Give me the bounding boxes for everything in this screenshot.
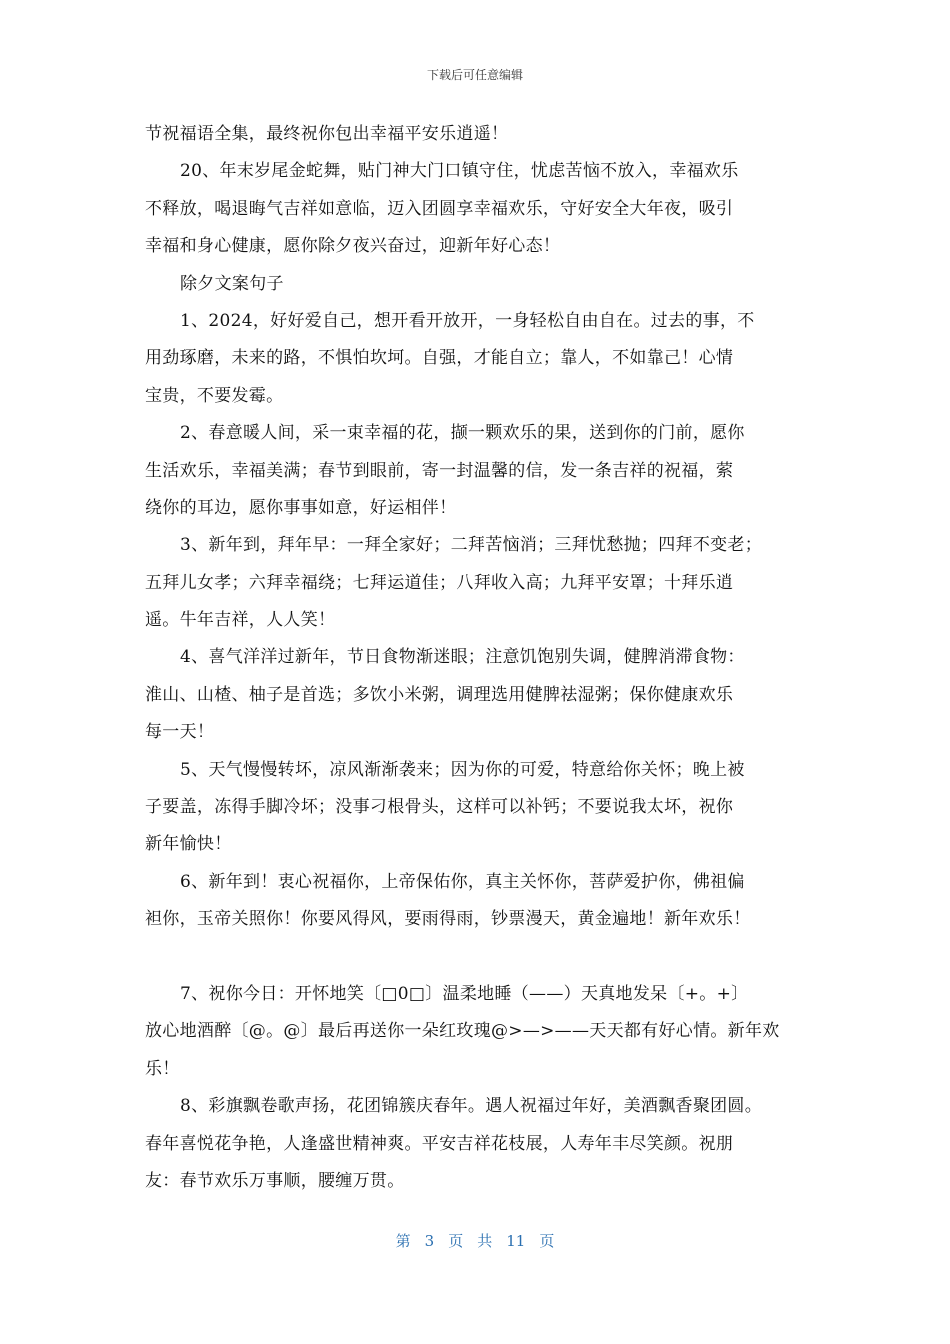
text-line: 袒你，玉帝关照你！你要风得风，要雨得雨，钞票漫天，黄金遍地！新年欢乐！ <box>145 909 751 930</box>
text-line: 用劲琢磨，未来的路，不惧怕坎坷。自强，才能自立；靠人，不如靠己！心情 <box>145 348 734 369</box>
text-line: 宝贵，不要发霉。 <box>145 385 284 406</box>
text-line: 新年愉快！ <box>145 834 232 855</box>
page-header: 下载后可任意编辑 <box>426 68 523 82</box>
text-line: 生活欢乐，幸福美满；春节到眼前，寄一封温馨的信，发一条吉祥的祝福，萦 <box>145 460 734 481</box>
text-line: 绕你的耳边，愿你事事如意，好运相伴！ <box>145 497 457 518</box>
text-line: 淮山、山楂、柚子是首选；多饮小米粥，调理选用健脾祛湿粥；保你健康欢乐 <box>145 684 734 705</box>
page-label-di: 第 <box>395 1232 411 1250</box>
page-current-number: 3 <box>424 1232 435 1250</box>
text-line: 五拜儿女孝；六拜幸福绕；七拜运道佳；八拜收入高；九拜平安罩；十拜乐逍 <box>145 572 734 593</box>
document-body <box>145 116 810 1200</box>
page-footer <box>0 1230 950 1251</box>
text-line: 2、春意暖人间，采一束幸福的花，撷一颗欢乐的果，送到你的门前，愿你 <box>180 423 745 444</box>
text-line: 6、新年到！衷心祝福你，上帝保佑你，真主关怀你，菩萨爱护你，佛祖偏 <box>180 871 745 892</box>
text-line: 友：春节欢乐万事顺，腰缠万贯。 <box>145 1170 405 1191</box>
page-label-ye: 页 <box>448 1232 464 1250</box>
text-line: 1、2024，好好爱自己，想开看开放开，一身轻松自由自在。过去的事，不 <box>180 310 755 331</box>
text-line: 不释放，喝退晦气吉祥如意临，迈入团圆享幸福欢乐，守好安全大年夜，吸引 <box>145 198 734 219</box>
text-line: 5、天气慢慢转坏，凉风渐渐袭来；因为你的可爱，特意给你关怀；晚上被 <box>180 759 745 780</box>
text-line: 4、喜气洋洋过新年，节日食物渐迷眼；注意饥饱别失调，健脾消滞食物： <box>180 647 745 668</box>
page-label-gong: 共 <box>477 1232 493 1250</box>
text-line: 节祝福语全集，最终祝你包出幸福平安乐逍遥！ <box>145 124 509 144</box>
page-total-number: 11 <box>506 1232 526 1250</box>
text-line: 7、祝你今日：开怀地笑〔□0□〕温柔地睡（——）天真地发呆〔+。+〕 <box>180 983 749 1004</box>
text-line: 每一天！ <box>145 722 215 743</box>
blank-line <box>145 939 810 976</box>
text-line: 8、彩旗飘卷歌声扬，花团锦簇庆春年。遇人祝福过年好，美酒飘香聚团圆。 <box>180 1096 763 1117</box>
text-line: 乐！ <box>145 1058 180 1079</box>
section-heading: 除夕文案句子 <box>180 273 284 294</box>
text-line: 遥。牛年吉祥，人人笑！ <box>145 610 336 631</box>
page-label-ye-2: 页 <box>539 1232 555 1250</box>
text-line: 春年喜悦花争艳，人逢盛世精神爽。平安吉祥花枝展，人寿年丰尽笑颜。祝朋 <box>145 1133 734 1154</box>
text-line: 放心地酒醉〔@。@〕最后再送你一朵红玫瑰@>—>——天天都有好心情。新年欢 <box>145 1021 780 1042</box>
text-line: 3、新年到，拜年早：一拜全家好；二拜苦恼消；三拜忧愁抛；四拜不变老； <box>180 535 763 556</box>
text-line: 20、年末岁尾金蛇舞，贴门神大门口镇守住，忧虑苦恼不放入，幸福欢乐 <box>180 161 739 182</box>
text-line: 幸福和身心健康，愿你除夕夜兴奋过，迎新年好心态！ <box>145 236 561 257</box>
text-line: 子要盖，冻得手脚冷坏；没事刁根骨头，这样可以补钙；不要说我太坏，祝你 <box>145 797 734 818</box>
